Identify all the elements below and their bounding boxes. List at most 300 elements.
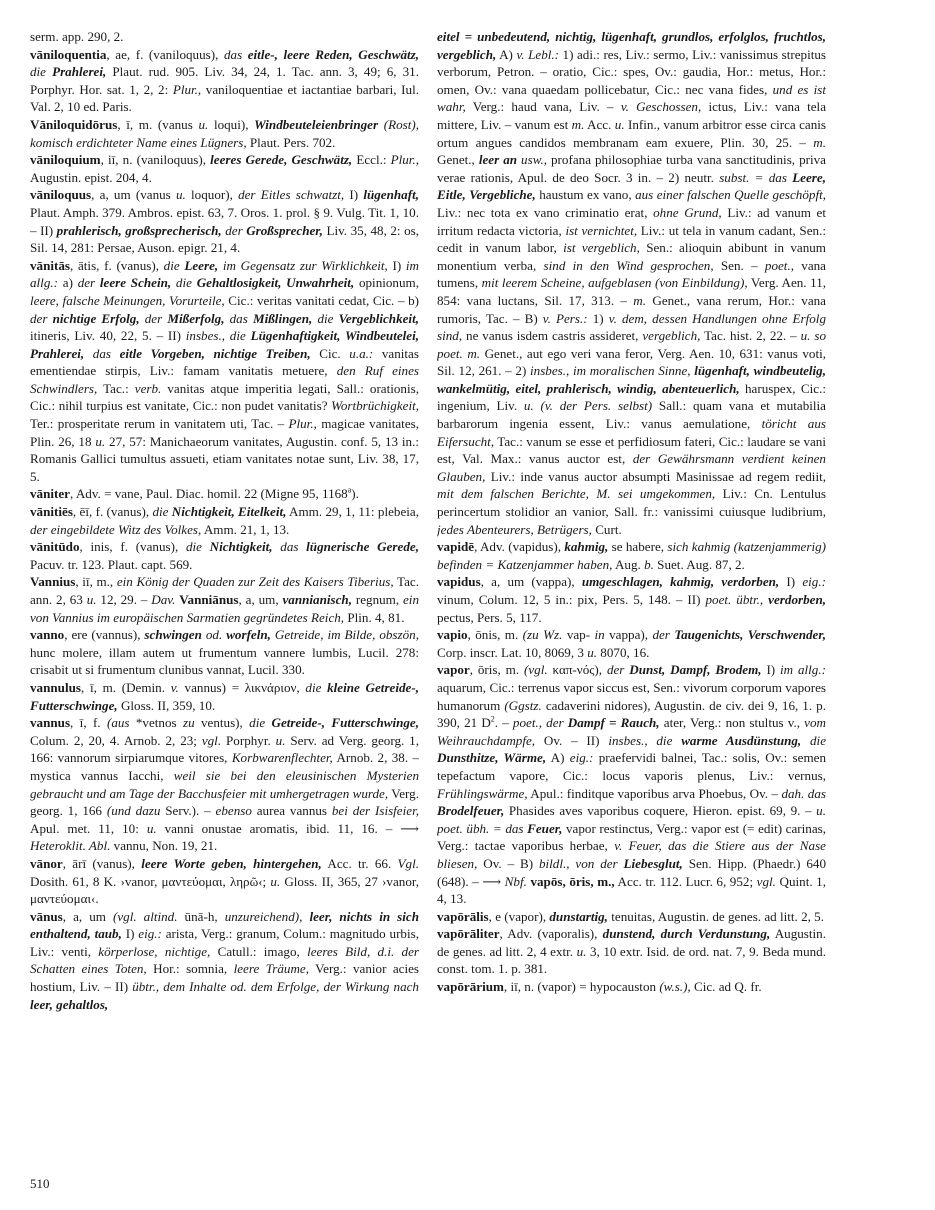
entry-text: Verg.: vanior acies hostium, Liv. – II) <box>30 961 419 995</box>
entry-text: Plur., <box>390 152 419 168</box>
dictionary-entry <box>437 978 826 996</box>
entry-text: das <box>272 539 307 555</box>
entry-text: Suet. Aug. 87, 2. <box>653 556 745 572</box>
entry-text: b. <box>644 556 654 572</box>
entry-text: Tac. ann. 2, 63 <box>30 574 419 607</box>
entry-text: aurea vannus <box>251 803 332 819</box>
entry-text: insbes., die <box>185 328 251 344</box>
entry-text: Cic.: veritas vanitati cedat, Cic. – b) <box>224 292 419 308</box>
entry-text: (Ggstz. <box>504 697 542 713</box>
entry-text: (vgl. altind. <box>113 908 178 924</box>
entry-text: Sen.: alioquin abibunt in vanum monentium verba, <box>437 240 826 273</box>
entry-text: der <box>221 222 247 238</box>
entry-text: Liv.: ad vanum et irritum redacta victoria, <box>437 204 826 238</box>
entry-text: vgl. <box>201 732 222 748</box>
entry-text: der Gewährsmann verdient keinen Glauben, <box>437 451 826 484</box>
dictionary-entry <box>30 46 419 116</box>
entry-text: aquarum, Cic.: terrenus vapor siccus est, Sen.: vivorum corporum vapores humanorum <box>437 679 826 713</box>
entry-text: töricht aus Eifersucht, <box>437 416 826 449</box>
entry-text: a <box>347 486 352 496</box>
entry-text: poet., der <box>512 715 568 731</box>
entry-text: A) <box>496 46 517 62</box>
entry-text: lügnerische Gerede, <box>306 539 419 555</box>
entry-text: subst. = das <box>719 169 793 185</box>
entry-text: ictus, Liv.: vana tela mittere, Liv. – vanum est <box>437 99 826 132</box>
entry-text: m. <box>571 116 585 132</box>
entry-text: I) <box>387 257 406 273</box>
entry-text: Augustin. epist. 204, 4. <box>30 169 152 185</box>
entry-text: aus einer falschen Quelle geschöpft, <box>635 187 826 203</box>
entry-text: I) <box>761 662 781 678</box>
entry-text: arista, Verg.: granum, Colum.: magnitudo urbis, Liv.: venti, <box>30 926 419 959</box>
entry-text: Acc. tr. 112. Lucr. 6, 952; <box>614 873 757 889</box>
entry-text: se habere, <box>608 539 668 555</box>
entry-text: A) <box>546 750 570 766</box>
entry-text: die <box>171 275 197 291</box>
entry-text: Liv.: Cn. Lentulus perincertum stolidior an vanior, Sall. fr.: vanissimi cuiusque ludibrium, <box>437 486 826 520</box>
entry-text: leere Träume, <box>233 961 309 977</box>
dictionary-entry <box>30 186 419 256</box>
entry-text: schwingen <box>144 627 202 643</box>
entry-text: Plaut. Amph. 379. Ambros. epist. 63, 7. Oros. 1. prol. § 9. Vulg. Tit. 1, 10. – II) <box>30 204 419 238</box>
entry-text: vgl. <box>756 873 776 889</box>
entry-text: weil sie bei den eleusinischen Mysterien gebraucht und am Tage der Bacchusfeier mit umhergetragen wurde, <box>30 767 419 801</box>
entry-text: serm. app. 290, 2. <box>30 29 124 44</box>
entry-text: , ōnis, m. <box>467 627 523 643</box>
entry-text: im allg.: <box>30 257 419 291</box>
entry-text: Gloss. II, 365, 27 ›vanor, μαντεύομαι‹. <box>30 873 419 907</box>
entry-text: Liv.: ut tela in vanum cadant, Sen.: cedit in vanum labor, <box>437 222 826 256</box>
entry-text: Amm. 21, 1, 13. <box>201 521 290 537</box>
dictionary-entry <box>30 855 419 908</box>
entry-text: , Adv. (vaporalis), <box>499 926 603 942</box>
entry-text: die <box>249 715 272 731</box>
entry-headword: vapio <box>437 627 468 643</box>
entry-text: opinionum, <box>354 275 419 291</box>
entry-text: tenuitas, Augustin. de genes. ad litt. 2, 5. <box>607 908 824 924</box>
entry-text: v. dem, dessen Handlungen ohne Erfolg sind, <box>437 310 826 344</box>
entry-text: vaniloquentiae et iactantiae barbari, Iul. Val. 2, 10 ed. Paris. <box>30 81 419 115</box>
entry-text: der <box>139 310 168 326</box>
entry-text: Liv.: nec tota ex vano criminatio erat, <box>437 204 654 220</box>
entry-text: die <box>312 310 339 326</box>
entry-text: bei der Isisfeier, <box>331 803 419 819</box>
entry-text: verdorben, <box>768 592 826 607</box>
dictionary-entry <box>437 573 826 626</box>
entry-text: loquor), <box>185 187 239 203</box>
entry-text: haustum ex vano, <box>535 187 636 203</box>
entry-text: Vergeblichkeit, <box>338 310 419 326</box>
entry-text: der <box>606 662 630 678</box>
entry-text: ist vergeblich, <box>563 240 640 256</box>
entry-text: usw., <box>517 152 547 168</box>
entry-text: der Eitles schwatzt, <box>238 187 345 203</box>
entry-text: Verg.: haud vana, Liv. – <box>465 99 621 115</box>
entry-text: im allg.: <box>780 662 826 678</box>
entry-text: leere, falsche Meinungen, Vorurteile, <box>30 292 225 308</box>
entry-text: eitle-, leere Reden, Geschwätz, <box>247 46 419 62</box>
entry-text: Tac.: vanum se esse et perfidiosum fateri, Cic.: laudare se vani est, Val. Max.: vanus auctor est, <box>437 433 826 467</box>
entry-text: Ter.: prosperitate rerum in vanitatem uti, Tac. – <box>30 416 289 432</box>
entry-text: 3, 10 extr. Isid. de ord. nat. 7, 9. Beda mund. const. tom. 1. p. 381. <box>437 943 826 977</box>
entry-text: Nichtigkeit, Eitelkeit, <box>171 504 287 520</box>
entry-text: loqui), <box>208 116 255 132</box>
entry-text: mit dem falschen Berichte, M. sei umgekommen, <box>437 486 716 502</box>
entry-text: , ae, f. (vaniloquus), <box>106 46 224 62</box>
entry-text: kahmig, <box>564 539 609 555</box>
entry-headword: Vāniloquidōrus <box>30 116 118 132</box>
entry-text: lügenhaft, windbeutelig, wankelmütig, eitel, prahlerisch, windig, abenteuerlich, <box>437 363 826 396</box>
entry-text: Augustin. de genes. ad litt. 2, 4 extr. <box>437 926 826 959</box>
entry-text: leeres Gerede, Geschwätz, <box>210 152 353 168</box>
entry-text: Heteroklit. Abl. <box>30 838 111 854</box>
entry-text: Plaut. rud. 905. Liv. 34, 24, 1. Tac. ann. 3, 49; 6, 31. Porphyr. Hor. sat. 1, 2, 2: <box>30 64 419 97</box>
entry-text: (vgl. <box>523 662 548 678</box>
entry-text: sind in den Wind gesprochen, <box>543 257 714 273</box>
entry-text: v. Pers.: <box>542 310 588 326</box>
entry-headword: vānitūdo <box>30 539 80 555</box>
entry-text: 8070, 16. <box>597 644 650 660</box>
entry-text: leer an <box>478 152 518 168</box>
entry-text: , ārī (vanus), <box>62 855 142 871</box>
entry-text: , ōris, m. <box>469 662 524 678</box>
entry-text: , ī, m. (Demin. <box>80 679 171 695</box>
entry-text: u. <box>198 116 209 132</box>
entry-headword: vānitiēs <box>30 504 73 520</box>
entry-text: Quint. 1, 4, 13. <box>437 873 826 907</box>
entry-text: Amm. 29, 1, 11: plebeia, <box>286 504 419 520</box>
entry-text: Acc. tr. 66. <box>321 855 398 871</box>
entry-text: Plin. 4, 81. <box>344 609 405 625</box>
entry-text: vana tumens, <box>437 257 826 291</box>
entry-text: , ātis, f. (vanus), <box>70 257 164 273</box>
entry-text: Getreide-, Futterschwinge, <box>271 715 419 731</box>
entry-text: Phasides aves vaporibus coquere, Hieron. epist. 69, 9. – <box>504 803 817 819</box>
entry-text: Acc. <box>584 116 615 132</box>
entry-text: vinum, Colum. 12, 5 in.: pix, Pers. 5, 148. – II) <box>437 592 706 607</box>
entry-text: ne vanus isdem castris assideret, <box>462 328 643 344</box>
entry-text: u. <box>86 592 97 607</box>
entry-text: leere Schein, <box>99 275 172 291</box>
entry-text: v. Geschossen, <box>620 99 702 115</box>
entry-headword: vānor <box>30 855 63 871</box>
entry-text: praefervidi balnei, Tac.: solis, Ov.: semen tepefactum vapore, Cic.: locus vaporis plenus, Liv.: vernus, <box>437 750 826 783</box>
entry-text: Prahlerei, <box>52 64 107 80</box>
entry-text: Sen. Hipp. (Phaedr.) 640 (648). – ⟶ <box>437 855 826 889</box>
entry-text: I) <box>779 574 803 590</box>
entry-text: worfeln, <box>226 627 271 643</box>
entry-text: das <box>224 310 253 326</box>
dictionary-entry <box>30 679 419 714</box>
entry-text: (aus <box>106 715 130 731</box>
entry-text: Nbf. <box>504 873 527 889</box>
entry-text: Leere, Eitle, Vergebliche, <box>437 169 826 203</box>
entry-text: I) <box>344 187 364 203</box>
entry-text: u. <box>95 433 106 449</box>
entry-text: m. <box>813 134 826 150</box>
entry-text: Mißerfolg, <box>167 310 225 326</box>
entry-text: , iī, m., <box>75 574 117 590</box>
entry-text: m. <box>633 292 647 308</box>
entry-headword: vāniter <box>30 486 70 502</box>
entry-text: der <box>77 275 100 291</box>
entry-text: 2 <box>490 714 495 724</box>
entry-text: sich kahmig (katzenjammerig) befinden = Katzenjammer haben, <box>437 539 826 572</box>
entry-headword: vapōrāliter <box>437 926 500 942</box>
entry-text: Genet., <box>437 152 479 168</box>
entry-text: leeres Bild, d.i. der Schatten eines Toten, <box>30 943 419 977</box>
entry-text: Aug. <box>612 556 645 572</box>
entry-text: Serv. ad Verg. georg. 1, 166: vannorum sirpiarumque vitores, <box>30 732 419 766</box>
entry-text: das <box>84 345 120 361</box>
entry-text: u. <box>146 820 157 836</box>
entry-text: ohne Grund, <box>653 204 722 220</box>
entry-text: u. <box>587 644 598 660</box>
entry-text: eitel = unbedeutend, nichtig, lügenhaft, grundlos, erfolglos, fruchtlos, vergeblich, <box>437 29 826 62</box>
entry-text: Verg. Aen. 11, 854: vana luctans, Sil. 17, 313. – <box>437 275 826 308</box>
entry-text: Liebesglut, <box>623 855 683 871</box>
entry-headword: vapidus <box>437 574 481 590</box>
entry-text: dah. das <box>781 785 826 801</box>
entry-text: v. Feuer, das die Stiere aus der Nase bliesen, <box>437 838 826 871</box>
entry-text: magicae vanitates, Plin. 26, 18 <box>30 416 419 449</box>
entry-text: in <box>594 627 605 643</box>
entry-text: v. Lebl.: <box>516 46 560 62</box>
entry-text: insbes., im moralischen Sinne, <box>530 363 691 379</box>
entry-text: Feuer, <box>527 820 563 836</box>
entry-text: die <box>305 679 328 695</box>
entry-text: der <box>652 627 675 643</box>
entry-text: , a, um (vappa), <box>480 574 582 590</box>
entry-text: vergeblich, <box>642 328 701 344</box>
entry-text: (und dazu <box>106 803 161 819</box>
entry-text: , iī, n. (vapor) = hypocauston <box>503 979 660 995</box>
entry-text: die <box>163 257 185 273</box>
dictionary-entry <box>30 573 419 626</box>
entry-text: Cic. ad Q. fr. <box>690 979 762 995</box>
entry-text: Frühlingswärme, <box>437 785 528 801</box>
entry-text: Catull.: imago, <box>210 943 308 959</box>
entry-text: Taugenichts, Verschwender, <box>674 627 826 643</box>
entry-text: Wortbrüchigkeit, <box>331 398 419 414</box>
entry-text: Liv.: inde vanus auctor absumpti Masinissae ad regem rediit, <box>485 468 826 484</box>
entry-text: umgeschlagen, kahmig, verdorben, <box>581 574 780 590</box>
left-column <box>30 28 419 1163</box>
entry-text: ūnā-h, <box>177 908 225 924</box>
entry-headword: vapōrārium <box>437 979 504 995</box>
entry-headword: vānus <box>30 908 63 924</box>
entry-text: Apul.: finditque vaporibus arva Phoebus, Ov. – <box>527 785 782 801</box>
entry-text: poet. übtr., <box>705 592 764 607</box>
entry-text: vannus) = λικνάριον, <box>178 679 306 695</box>
entry-text: Dunst, Dampf, Brodem, <box>629 662 762 678</box>
dictionary-entry <box>30 503 419 538</box>
entry-text: Plur., <box>172 81 202 97</box>
entry-text: Ov. – B) <box>477 855 539 871</box>
entry-text: 27, 57: Manichaeorum vanitates, Augustin. conf. 5, 13 in.: Romanis Gallici tumultus assueti, etiam vanitates notae sunt, Liv. 38, 17, 5. <box>30 433 419 484</box>
entry-text: Nichtigkeit, <box>209 539 273 555</box>
dictionary-entry <box>30 626 419 679</box>
entry-text: Infin., vanum arbitror esse circa canis ortum angues candidos membranam eam exuere, Plin. 30, 25. – <box>437 116 826 150</box>
dictionary-entry <box>30 116 419 151</box>
entry-text: leer, gehaltlos, <box>30 996 109 1012</box>
dictionary-entry <box>437 661 826 907</box>
page-number: 510 <box>30 1176 50 1191</box>
entry-headword: Vannius <box>30 574 76 590</box>
entry-text: (w.s.), <box>659 979 691 995</box>
dictionary-entry <box>30 908 419 1014</box>
entry-text: Pacuv. tr. 123. Plaut. capt. 569. <box>30 556 193 572</box>
entry-text: ). <box>351 486 359 502</box>
entry-text: , a, um <box>62 908 113 924</box>
entry-text: der <box>30 310 53 326</box>
entry-text: Sall.: quam vana et mutabilia barbarorum ingenia essent, Liv.: vanus aemulatione, <box>437 398 826 432</box>
entry-text: Tac.: <box>97 380 135 396</box>
entry-text: Korbwarenflechter, <box>231 750 333 766</box>
entry-text: vom Weihrauchdampfe, <box>437 715 826 748</box>
entry-text: Dunsthitze, Wärme, <box>437 750 547 766</box>
entry-text: verb. <box>134 380 162 396</box>
entry-headword: vāniloquus <box>30 187 92 203</box>
entry-text: u. poet. übh. = das <box>437 803 826 836</box>
entry-text: Apul. met. 11, 10: <box>30 820 147 836</box>
entry-text: 1) adi.: res, Liv.: sermo, Liv.: vanissimus strepitus verborum, Petron. – oratio, Cic.: spes, Ov.: gaudia, Hor.: metus, Hor.: omen, Ov.: vana quaedam pollicebatur, Cic.: nec vana fides, <box>437 46 826 97</box>
entry-text: jedes Abenteurers, Betrügers, <box>437 521 592 537</box>
entry-text: Hor.: somnia, <box>146 961 234 977</box>
entry-text: a) <box>58 275 78 291</box>
entry-text: vannianisch, <box>282 592 352 607</box>
entry-headword: vannus <box>30 715 71 731</box>
entry-text: vannu, Non. 19, 21. <box>110 838 218 854</box>
entry-text: Sen. – <box>713 257 765 273</box>
entry-headword: vapōrālis <box>437 908 489 924</box>
entry-text: Getreide, im Bilde, obszön, <box>270 627 419 643</box>
entry-text: vanitas ementiendae stirpis, Liv.: famam vanitatis metuere, <box>30 345 419 379</box>
entry-text: die <box>152 504 172 520</box>
entry-text: Eccl.: <box>352 152 391 168</box>
entry-text: itineris, Liv. 40, 22, 5. – II) <box>30 328 186 344</box>
entry-text: , e (vapor), <box>488 908 550 924</box>
dictionary-entry <box>30 28 419 46</box>
entry-text: Vgl. <box>397 855 419 871</box>
entry-text: prahlerisch, großsprecherisch, <box>56 222 222 238</box>
entry-text: die <box>801 732 826 748</box>
entry-text: , inis, f. (vanus), <box>79 539 186 555</box>
entry-headword: vapor <box>437 662 470 678</box>
entry-text: u. <box>270 873 281 889</box>
right-column <box>437 28 826 1163</box>
entry-text: unzureichend), <box>224 908 303 924</box>
entry-text: warme Ausdünstung, <box>681 732 802 748</box>
entry-text: haruspex, Cic.: ingenium, Liv. <box>437 380 826 414</box>
entry-text: , Adv. (vapidus), <box>474 539 565 555</box>
entry-text: Gloss. II, 359, 10. <box>117 697 216 713</box>
entry-text: die <box>30 64 53 80</box>
entry-text: ein von Vannius im europäischen Sarmatien gegründetes Reich, <box>30 592 419 625</box>
entry-text: Genet., vana rerum, Hor.: vana rumoris, Tac. – B) <box>437 292 826 326</box>
dictionary-entry <box>30 257 419 486</box>
entry-text: 12, 29. – <box>96 592 152 607</box>
entry-text: vap- <box>562 627 595 643</box>
entry-text: *vetnos <box>129 715 183 731</box>
entry-text: hunc molere, illam autem ut frumentum vannere lumbis, Lucil. 278: crisabit ut si frumentum clunibus vannat, Lucil. 330. <box>30 644 419 678</box>
entry-text: Dosith. 61, 8 K. ›vanor, μαντεύομαι, ληρῶ‹; <box>30 873 271 889</box>
entry-text: Liv. 35, 48, 2: os, Sil. 14, 281: Persae, Auson. epigr. 21, 4. <box>30 222 419 256</box>
entry-text: Mißlingen, <box>252 310 313 326</box>
dictionary-entry <box>437 28 826 538</box>
entry-text: vapōs, ōris, m., <box>530 873 615 889</box>
dictionary-entry <box>437 925 826 978</box>
entry-text: Cic. <box>310 345 350 361</box>
entry-text: körperlose, nichtige, <box>98 943 211 959</box>
entry-text: , Adv. = vane, Paul. Diac. homil. 22 (Migne 95, 1168 <box>70 486 348 502</box>
entry-text: u. <box>576 943 587 959</box>
entry-text: u. <box>176 187 186 203</box>
entry-text: dunstend, durch Verdunstung, <box>602 926 771 942</box>
entry-text: der eingebildete Witz des Volkes, <box>30 521 202 537</box>
entry-headword: vāniloquentia <box>30 46 107 62</box>
dictionary-entry <box>437 626 826 661</box>
entry-text: den Ruf eines Schwindlers, <box>30 363 419 396</box>
entry-text: eig.: <box>138 926 162 942</box>
entry-headword: vāniloquium <box>30 152 101 168</box>
entry-text: ater, Verg.: non stultus v., <box>659 715 805 731</box>
entry-text: (Rost), komisch erdichteter Name eines Lügners, <box>30 116 419 150</box>
entry-text: καπ-νός), <box>547 662 607 678</box>
entry-text: mit leerem Scheine, aufgeblasen (von Einbildung), <box>481 275 748 291</box>
entry-text: Großsprecher, <box>246 222 323 238</box>
entry-headword: vānitās <box>30 257 71 273</box>
entry-text: ventus), <box>194 715 250 731</box>
entry-text: Vanniānus <box>179 592 239 607</box>
entry-text: das <box>223 46 248 62</box>
entry-text: dunstartig, <box>549 908 608 924</box>
entry-text: kleine Getreide-, Futterschwinge, <box>30 679 419 713</box>
entry-headword: vanno <box>30 627 65 643</box>
entry-text: profana philosophiae turba vana sanctitudinis, priva verae rationis, Apul. de deo Socr. 3 in. – 2) neutr. <box>437 152 826 185</box>
entry-text: Plaut. Pers. 702. <box>246 134 336 150</box>
entry-text: eig.: <box>569 750 594 766</box>
entry-text: poet., <box>764 257 794 273</box>
entry-text: , ī, f. <box>70 715 107 731</box>
dictionary-entry <box>437 908 826 926</box>
entry-text: Plur., <box>288 416 317 432</box>
entry-text: v. <box>170 679 179 695</box>
entry-text: Genet., aut ego veri vana feror, Verg. Aen. 10, 631: vanus voti, Sil. 12, 261. – 2) <box>437 345 826 379</box>
entry-text: Lügenhaftigkeit, Windbeutelei, Prahlerei, <box>30 328 419 361</box>
entry-text: u. so poet. m. <box>437 328 826 361</box>
entry-text: leere Worte geben, hintergehen, <box>141 855 322 871</box>
entry-text: eig.: <box>802 574 826 590</box>
entry-text: pectus, Pers. 5, 117. <box>437 609 542 625</box>
entry-text: und es ist wahr, <box>437 81 826 115</box>
entry-text: od. <box>201 627 227 643</box>
entry-text: Dampf = Rauch, <box>567 715 660 731</box>
entry-text: I) <box>121 926 139 942</box>
entry-text: eitle Vorgeben, nichtige Treiben, <box>119 345 311 361</box>
entry-text: , iī, n. (vaniloquus), <box>100 152 211 168</box>
entry-text: Tac. hist. 2, 22. – <box>700 328 801 344</box>
entry-text: ist vernichtet, <box>565 222 638 238</box>
entry-text: die <box>185 539 210 555</box>
entry-headword: vannulus <box>30 679 81 695</box>
entry-text: cadaverini nidores), Augustin. de civ. dei 9, 16, 1. p. 390, 21 D <box>437 697 826 731</box>
entry-text: , a, um (vanus <box>91 187 176 203</box>
dictionary-entry <box>30 485 419 503</box>
entry-text: Curt. <box>591 521 622 537</box>
entry-text: nichtige Erfolg, <box>52 310 140 326</box>
entry-text: Brodelfeuer, <box>437 803 505 819</box>
